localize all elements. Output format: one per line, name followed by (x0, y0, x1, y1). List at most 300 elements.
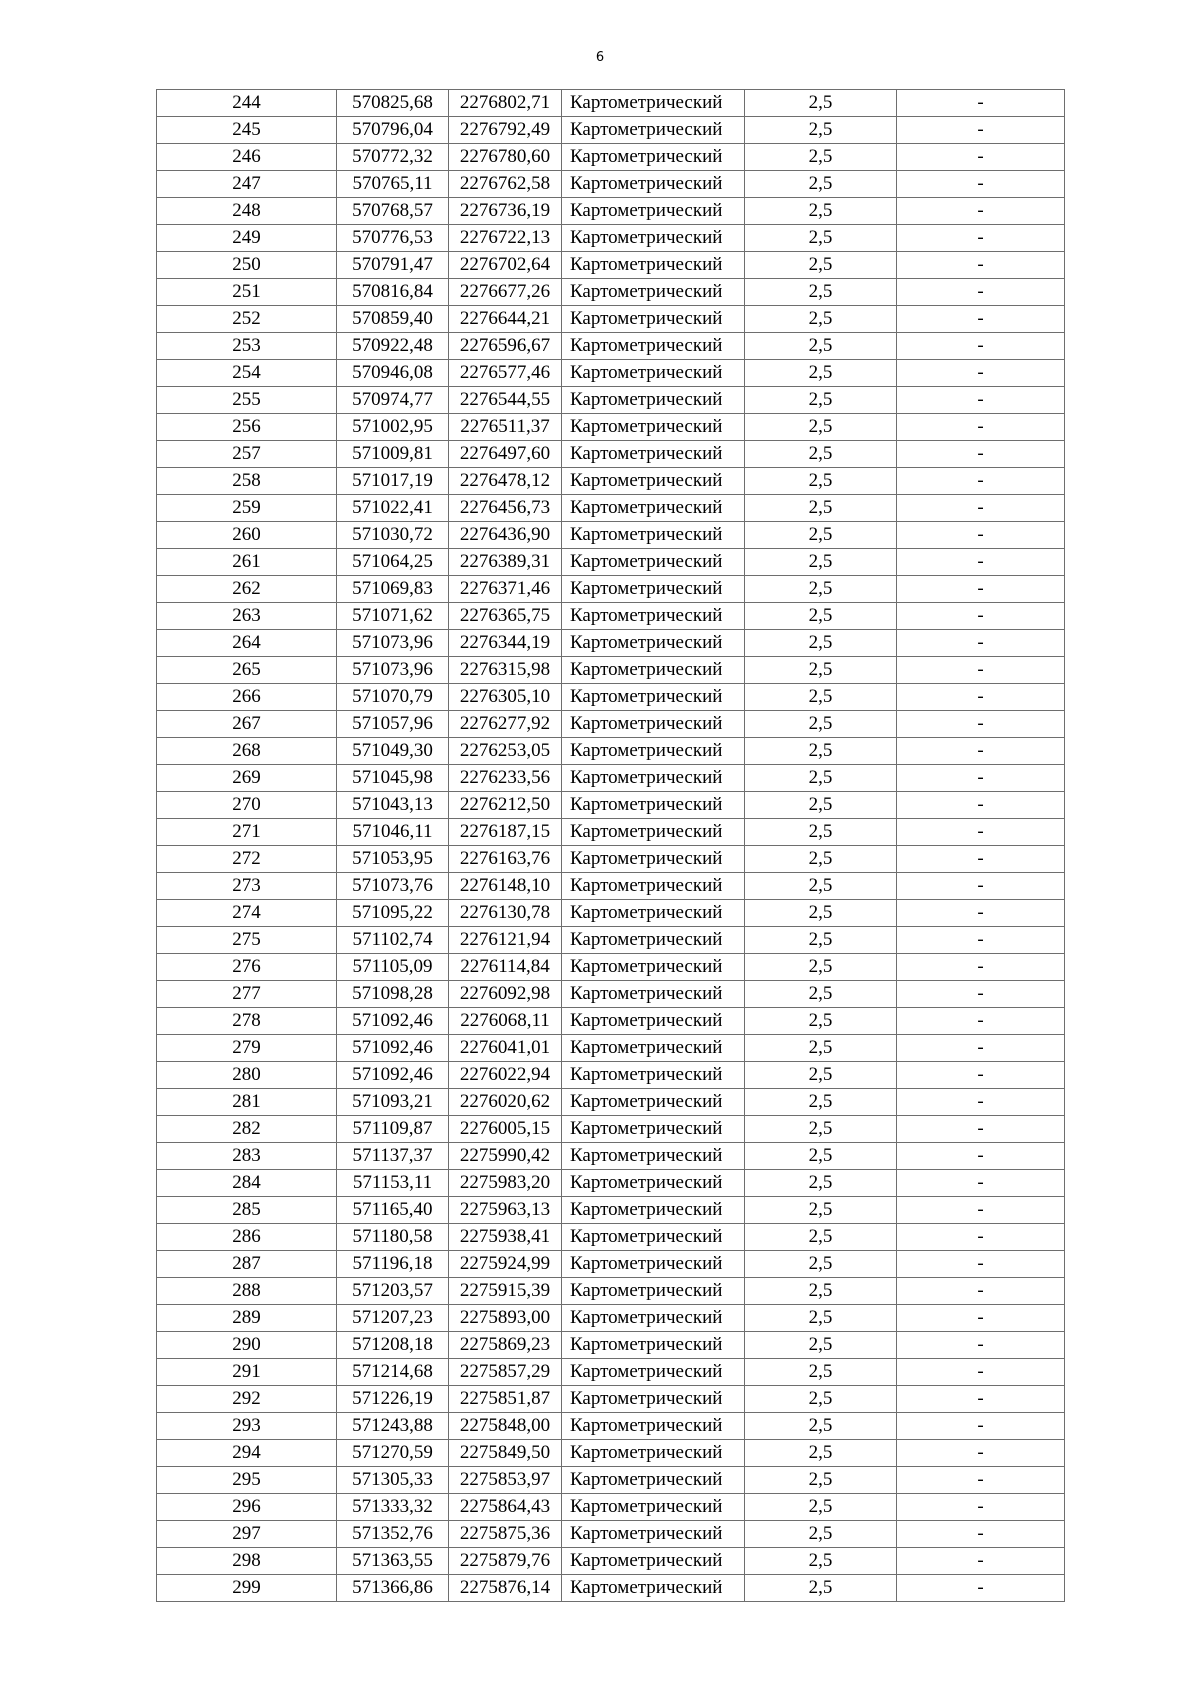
x-coordinate-cell: 570768,57 (337, 198, 449, 225)
accuracy-cell: 2,5 (745, 1386, 897, 1413)
accuracy-cell: 2,5 (745, 1035, 897, 1062)
y-coordinate-cell: 2276022,94 (449, 1062, 562, 1089)
method-cell: Картометрический (562, 1035, 745, 1062)
y-coordinate-cell: 2276802,71 (449, 90, 562, 117)
method-cell: Картометрический (562, 1359, 745, 1386)
accuracy-cell: 2,5 (745, 1224, 897, 1251)
y-coordinate-cell: 2276041,01 (449, 1035, 562, 1062)
x-coordinate-cell: 571009,81 (337, 441, 449, 468)
accuracy-cell: 2,5 (745, 468, 897, 495)
x-coordinate-cell: 571057,96 (337, 711, 449, 738)
accuracy-cell: 2,5 (745, 1116, 897, 1143)
method-cell: Картометрический (562, 684, 745, 711)
x-coordinate-cell: 571153,11 (337, 1170, 449, 1197)
method-cell: Картометрический (562, 1251, 745, 1278)
table-row (157, 1143, 1065, 1170)
x-coordinate-cell: 571363,55 (337, 1548, 449, 1575)
point-number-cell: 292 (157, 1386, 337, 1413)
table-row (157, 117, 1065, 144)
accuracy-cell: 2,5 (745, 765, 897, 792)
method-cell: Картометрический (562, 1008, 745, 1035)
method-cell: Картометрический (562, 90, 745, 117)
accuracy-cell: 2,5 (745, 603, 897, 630)
description-cell: - (897, 198, 1065, 225)
point-number-cell: 270 (157, 792, 337, 819)
y-coordinate-cell: 2276511,37 (449, 414, 562, 441)
y-coordinate-cell: 2276736,19 (449, 198, 562, 225)
table-row (157, 819, 1065, 846)
table-row (157, 792, 1065, 819)
accuracy-cell: 2,5 (745, 1440, 897, 1467)
description-cell: - (897, 360, 1065, 387)
x-coordinate-cell: 571092,46 (337, 1008, 449, 1035)
description-cell: - (897, 684, 1065, 711)
description-cell: - (897, 1224, 1065, 1251)
accuracy-cell: 2,5 (745, 144, 897, 171)
x-coordinate-cell: 571102,74 (337, 927, 449, 954)
y-coordinate-cell: 2275938,41 (449, 1224, 562, 1251)
point-number-cell: 281 (157, 1089, 337, 1116)
description-cell: - (897, 144, 1065, 171)
description-cell: - (897, 1575, 1065, 1602)
accuracy-cell: 2,5 (745, 900, 897, 927)
accuracy-cell: 2,5 (745, 1197, 897, 1224)
table-row (157, 441, 1065, 468)
y-coordinate-cell: 2276344,19 (449, 630, 562, 657)
y-coordinate-cell: 2275879,76 (449, 1548, 562, 1575)
y-coordinate-cell: 2275869,23 (449, 1332, 562, 1359)
point-number-cell: 280 (157, 1062, 337, 1089)
table-row (157, 900, 1065, 927)
y-coordinate-cell: 2276544,55 (449, 387, 562, 414)
point-number-cell: 297 (157, 1521, 337, 1548)
y-coordinate-cell: 2275875,36 (449, 1521, 562, 1548)
accuracy-cell: 2,5 (745, 1575, 897, 1602)
point-number-cell: 254 (157, 360, 337, 387)
accuracy-cell: 2,5 (745, 738, 897, 765)
point-number-cell: 265 (157, 657, 337, 684)
table-row (157, 495, 1065, 522)
method-cell: Картометрический (562, 495, 745, 522)
description-cell: - (897, 1008, 1065, 1035)
method-cell: Картометрический (562, 198, 745, 225)
accuracy-cell: 2,5 (745, 954, 897, 981)
y-coordinate-cell: 2275849,50 (449, 1440, 562, 1467)
x-coordinate-cell: 571022,41 (337, 495, 449, 522)
x-coordinate-cell: 571137,37 (337, 1143, 449, 1170)
x-coordinate-cell: 571092,46 (337, 1062, 449, 1089)
method-cell: Картометрический (562, 468, 745, 495)
description-cell: - (897, 1548, 1065, 1575)
accuracy-cell: 2,5 (745, 171, 897, 198)
y-coordinate-cell: 2276478,12 (449, 468, 562, 495)
table-row (157, 1197, 1065, 1224)
table-row (157, 549, 1065, 576)
point-number-cell: 287 (157, 1251, 337, 1278)
method-cell: Картометрический (562, 171, 745, 198)
y-coordinate-cell: 2275864,43 (449, 1494, 562, 1521)
point-number-cell: 293 (157, 1413, 337, 1440)
description-cell: - (897, 1062, 1065, 1089)
method-cell: Картометрический (562, 1494, 745, 1521)
point-number-cell: 284 (157, 1170, 337, 1197)
description-cell: - (897, 414, 1065, 441)
table-row (157, 225, 1065, 252)
x-coordinate-cell: 571064,25 (337, 549, 449, 576)
accuracy-cell: 2,5 (745, 1251, 897, 1278)
x-coordinate-cell: 570946,08 (337, 360, 449, 387)
y-coordinate-cell: 2276644,21 (449, 306, 562, 333)
description-cell: - (897, 927, 1065, 954)
point-number-cell: 295 (157, 1467, 337, 1494)
x-coordinate-cell: 571073,76 (337, 873, 449, 900)
accuracy-cell: 2,5 (745, 1089, 897, 1116)
accuracy-cell: 2,5 (745, 981, 897, 1008)
point-number-cell: 285 (157, 1197, 337, 1224)
description-cell: - (897, 1197, 1065, 1224)
table-row (157, 1467, 1065, 1494)
accuracy-cell: 2,5 (745, 1413, 897, 1440)
x-coordinate-cell: 571045,98 (337, 765, 449, 792)
y-coordinate-cell: 2276702,64 (449, 252, 562, 279)
table-row (157, 954, 1065, 981)
table-row (157, 630, 1065, 657)
point-number-cell: 279 (157, 1035, 337, 1062)
method-cell: Картометрический (562, 873, 745, 900)
method-cell: Картометрический (562, 981, 745, 1008)
description-cell: - (897, 441, 1065, 468)
x-coordinate-cell: 570796,04 (337, 117, 449, 144)
point-number-cell: 252 (157, 306, 337, 333)
x-coordinate-cell: 570825,68 (337, 90, 449, 117)
y-coordinate-cell: 2276121,94 (449, 927, 562, 954)
table-row (157, 1224, 1065, 1251)
table-row (157, 279, 1065, 306)
table-row (157, 1278, 1065, 1305)
point-number-cell: 263 (157, 603, 337, 630)
method-cell: Картометрический (562, 441, 745, 468)
y-coordinate-cell: 2276677,26 (449, 279, 562, 306)
description-cell: - (897, 306, 1065, 333)
y-coordinate-cell: 2276114,84 (449, 954, 562, 981)
accuracy-cell: 2,5 (745, 1548, 897, 1575)
table-row (157, 414, 1065, 441)
x-coordinate-cell: 570765,11 (337, 171, 449, 198)
method-cell: Картометрический (562, 144, 745, 171)
description-cell: - (897, 1116, 1065, 1143)
point-number-cell: 289 (157, 1305, 337, 1332)
description-cell: - (897, 765, 1065, 792)
description-cell: - (897, 549, 1065, 576)
table-row (157, 144, 1065, 171)
method-cell: Картометрический (562, 1521, 745, 1548)
point-number-cell: 299 (157, 1575, 337, 1602)
point-number-cell: 259 (157, 495, 337, 522)
point-number-cell: 257 (157, 441, 337, 468)
description-cell: - (897, 252, 1065, 279)
table-row (157, 576, 1065, 603)
y-coordinate-cell: 2276436,90 (449, 522, 562, 549)
table-row (157, 1332, 1065, 1359)
point-number-cell: 261 (157, 549, 337, 576)
method-cell: Картометрический (562, 630, 745, 657)
method-cell: Картометрический (562, 1143, 745, 1170)
x-coordinate-cell: 571043,13 (337, 792, 449, 819)
point-number-cell: 268 (157, 738, 337, 765)
method-cell: Картометрический (562, 603, 745, 630)
coordinates-table-body (157, 90, 1065, 1602)
point-number-cell: 269 (157, 765, 337, 792)
method-cell: Картометрический (562, 819, 745, 846)
coordinates-table (156, 89, 1065, 1602)
table-row (157, 1251, 1065, 1278)
x-coordinate-cell: 571208,18 (337, 1332, 449, 1359)
table-row (157, 1008, 1065, 1035)
point-number-cell: 248 (157, 198, 337, 225)
x-coordinate-cell: 571049,30 (337, 738, 449, 765)
x-coordinate-cell: 571333,32 (337, 1494, 449, 1521)
table-row (157, 90, 1065, 117)
table-row (157, 1386, 1065, 1413)
method-cell: Картометрический (562, 792, 745, 819)
method-cell: Картометрический (562, 360, 745, 387)
table-row (157, 1494, 1065, 1521)
accuracy-cell: 2,5 (745, 441, 897, 468)
description-cell: - (897, 171, 1065, 198)
y-coordinate-cell: 2275915,39 (449, 1278, 562, 1305)
method-cell: Картометрический (562, 927, 745, 954)
description-cell: - (897, 738, 1065, 765)
point-number-cell: 275 (157, 927, 337, 954)
table-row (157, 927, 1065, 954)
accuracy-cell: 2,5 (745, 927, 897, 954)
y-coordinate-cell: 2276762,58 (449, 171, 562, 198)
description-cell: - (897, 873, 1065, 900)
accuracy-cell: 2,5 (745, 360, 897, 387)
point-number-cell: 288 (157, 1278, 337, 1305)
method-cell: Картометрический (562, 657, 745, 684)
method-cell: Картометрический (562, 1116, 745, 1143)
x-coordinate-cell: 571092,46 (337, 1035, 449, 1062)
point-number-cell: 271 (157, 819, 337, 846)
y-coordinate-cell: 2276130,78 (449, 900, 562, 927)
point-number-cell: 296 (157, 1494, 337, 1521)
x-coordinate-cell: 571069,83 (337, 576, 449, 603)
accuracy-cell: 2,5 (745, 846, 897, 873)
point-number-cell: 267 (157, 711, 337, 738)
description-cell: - (897, 1467, 1065, 1494)
y-coordinate-cell: 2275893,00 (449, 1305, 562, 1332)
point-number-cell: 276 (157, 954, 337, 981)
accuracy-cell: 2,5 (745, 1305, 897, 1332)
y-coordinate-cell: 2276456,73 (449, 495, 562, 522)
x-coordinate-cell: 570791,47 (337, 252, 449, 279)
method-cell: Картометрический (562, 414, 745, 441)
method-cell: Картометрический (562, 306, 745, 333)
description-cell: - (897, 900, 1065, 927)
y-coordinate-cell: 2275983,20 (449, 1170, 562, 1197)
accuracy-cell: 2,5 (745, 1332, 897, 1359)
accuracy-cell: 2,5 (745, 306, 897, 333)
table-row (157, 252, 1065, 279)
accuracy-cell: 2,5 (745, 657, 897, 684)
description-cell: - (897, 576, 1065, 603)
method-cell: Картометрический (562, 279, 745, 306)
x-coordinate-cell: 571046,11 (337, 819, 449, 846)
accuracy-cell: 2,5 (745, 1062, 897, 1089)
description-cell: - (897, 981, 1065, 1008)
table-row (157, 981, 1065, 1008)
table-row (157, 738, 1065, 765)
page-number: 6 (595, 50, 605, 65)
x-coordinate-cell: 570922,48 (337, 333, 449, 360)
method-cell: Картометрический (562, 1224, 745, 1251)
description-cell: - (897, 387, 1065, 414)
y-coordinate-cell: 2276722,13 (449, 225, 562, 252)
description-cell: - (897, 522, 1065, 549)
method-cell: Картометрический (562, 738, 745, 765)
x-coordinate-cell: 570859,40 (337, 306, 449, 333)
y-coordinate-cell: 2275990,42 (449, 1143, 562, 1170)
y-coordinate-cell: 2276497,60 (449, 441, 562, 468)
method-cell: Картометрический (562, 900, 745, 927)
accuracy-cell: 2,5 (745, 1170, 897, 1197)
method-cell: Картометрический (562, 117, 745, 144)
method-cell: Картометрический (562, 1575, 745, 1602)
description-cell: - (897, 117, 1065, 144)
description-cell: - (897, 1251, 1065, 1278)
accuracy-cell: 2,5 (745, 684, 897, 711)
table-row (157, 1170, 1065, 1197)
description-cell: - (897, 1278, 1065, 1305)
x-coordinate-cell: 571073,96 (337, 657, 449, 684)
accuracy-cell: 2,5 (745, 549, 897, 576)
description-cell: - (897, 792, 1065, 819)
x-coordinate-cell: 570772,32 (337, 144, 449, 171)
x-coordinate-cell: 571180,58 (337, 1224, 449, 1251)
point-number-cell: 262 (157, 576, 337, 603)
description-cell: - (897, 90, 1065, 117)
accuracy-cell: 2,5 (745, 198, 897, 225)
x-coordinate-cell: 570974,77 (337, 387, 449, 414)
table-row (157, 468, 1065, 495)
x-coordinate-cell: 571095,22 (337, 900, 449, 927)
method-cell: Картометрический (562, 549, 745, 576)
description-cell: - (897, 1413, 1065, 1440)
method-cell: Картометрический (562, 1062, 745, 1089)
table-row (157, 1413, 1065, 1440)
accuracy-cell: 2,5 (745, 1008, 897, 1035)
description-cell: - (897, 1521, 1065, 1548)
x-coordinate-cell: 571017,19 (337, 468, 449, 495)
method-cell: Картометрический (562, 954, 745, 981)
table-row (157, 198, 1065, 225)
x-coordinate-cell: 571305,33 (337, 1467, 449, 1494)
table-row (157, 1089, 1065, 1116)
method-cell: Картометрический (562, 1197, 745, 1224)
point-number-cell: 264 (157, 630, 337, 657)
point-number-cell: 249 (157, 225, 337, 252)
point-number-cell: 253 (157, 333, 337, 360)
point-number-cell: 298 (157, 1548, 337, 1575)
y-coordinate-cell: 2276577,46 (449, 360, 562, 387)
accuracy-cell: 2,5 (745, 387, 897, 414)
description-cell: - (897, 333, 1065, 360)
table-row (157, 171, 1065, 198)
point-number-cell: 244 (157, 90, 337, 117)
method-cell: Картометрический (562, 333, 745, 360)
accuracy-cell: 2,5 (745, 333, 897, 360)
x-coordinate-cell: 570816,84 (337, 279, 449, 306)
table-row (157, 603, 1065, 630)
table-row (157, 360, 1065, 387)
description-cell: - (897, 1170, 1065, 1197)
accuracy-cell: 2,5 (745, 1359, 897, 1386)
accuracy-cell: 2,5 (745, 1521, 897, 1548)
method-cell: Картометрический (562, 1413, 745, 1440)
description-cell: - (897, 1386, 1065, 1413)
table-row (157, 1035, 1065, 1062)
x-coordinate-cell: 571093,21 (337, 1089, 449, 1116)
accuracy-cell: 2,5 (745, 819, 897, 846)
accuracy-cell: 2,5 (745, 711, 897, 738)
description-cell: - (897, 630, 1065, 657)
table-row (157, 306, 1065, 333)
method-cell: Картометрический (562, 252, 745, 279)
accuracy-cell: 2,5 (745, 873, 897, 900)
x-coordinate-cell: 571053,95 (337, 846, 449, 873)
point-number-cell: 282 (157, 1116, 337, 1143)
description-cell: - (897, 225, 1065, 252)
table-row (157, 1062, 1065, 1089)
method-cell: Картометрический (562, 1278, 745, 1305)
method-cell: Картометрический (562, 576, 745, 603)
point-number-cell: 277 (157, 981, 337, 1008)
x-coordinate-cell: 571165,40 (337, 1197, 449, 1224)
table-row (157, 765, 1065, 792)
table-row (157, 333, 1065, 360)
point-number-cell: 246 (157, 144, 337, 171)
method-cell: Картометрический (562, 711, 745, 738)
description-cell: - (897, 1332, 1065, 1359)
method-cell: Картометрический (562, 522, 745, 549)
point-number-cell: 245 (157, 117, 337, 144)
point-number-cell: 272 (157, 846, 337, 873)
point-number-cell: 260 (157, 522, 337, 549)
y-coordinate-cell: 2276277,92 (449, 711, 562, 738)
accuracy-cell: 2,5 (745, 1143, 897, 1170)
y-coordinate-cell: 2276365,75 (449, 603, 562, 630)
description-cell: - (897, 1440, 1065, 1467)
x-coordinate-cell: 571207,23 (337, 1305, 449, 1332)
description-cell: - (897, 819, 1065, 846)
y-coordinate-cell: 2276792,49 (449, 117, 562, 144)
point-number-cell: 290 (157, 1332, 337, 1359)
point-number-cell: 256 (157, 414, 337, 441)
description-cell: - (897, 1035, 1065, 1062)
table-row (157, 684, 1065, 711)
x-coordinate-cell: 571071,62 (337, 603, 449, 630)
x-coordinate-cell: 571098,28 (337, 981, 449, 1008)
x-coordinate-cell: 571030,72 (337, 522, 449, 549)
y-coordinate-cell: 2276233,56 (449, 765, 562, 792)
x-coordinate-cell: 571352,76 (337, 1521, 449, 1548)
description-cell: - (897, 1359, 1065, 1386)
description-cell: - (897, 954, 1065, 981)
table-row (157, 522, 1065, 549)
table-row (157, 873, 1065, 900)
x-coordinate-cell: 571073,96 (337, 630, 449, 657)
